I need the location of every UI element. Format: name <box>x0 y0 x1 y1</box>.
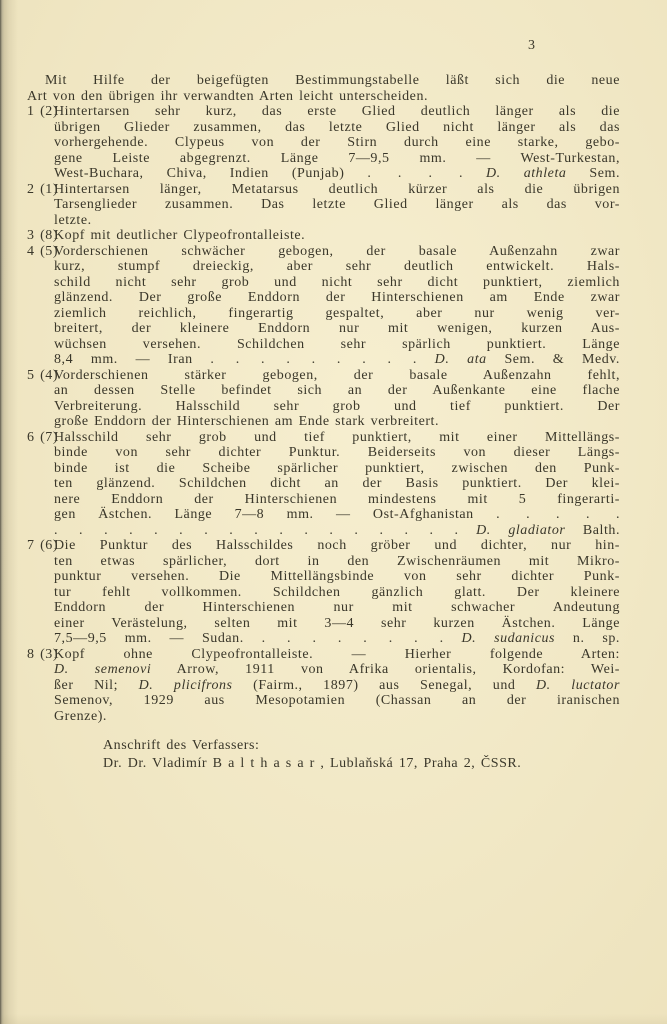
text-line <box>54 507 620 523</box>
text-run: Halsschild sehr grob und tief punktiert, mit einer Mittellängs- <box>54 429 620 445</box>
dot-leader: . . . . . . . . <box>261 631 444 646</box>
text-line <box>54 275 620 291</box>
text-run <box>417 352 435 367</box>
text-run: nere Enddorn der Hinterschienen mindestens mit 5 fingerarti- <box>54 491 620 507</box>
species-name: D. sudanicus <box>461 631 556 646</box>
item-number: 8 (3) <box>27 646 59 662</box>
text-run: Tarsenglieder zusammen. Das letzte Glied länger als das vor- <box>54 197 620 212</box>
text-run: ziemlich reichlich, fingerartig gespaltet, aber nur wenig ver- <box>54 305 620 321</box>
item-number: 2 (1) <box>27 181 59 197</box>
text-run: glänzend. Der große Enddorn der Hinterschienen am Ende zwar <box>54 290 620 305</box>
text-line <box>54 430 620 446</box>
text-line <box>54 120 620 136</box>
text-line <box>54 647 620 663</box>
page-number: 3 <box>528 38 536 53</box>
text-line <box>54 569 620 585</box>
text-line <box>27 89 620 105</box>
text-run <box>463 166 486 181</box>
text-run: Sem. & Medv. <box>486 352 620 367</box>
text-column <box>27 73 620 773</box>
text-line <box>54 104 620 120</box>
text-run: letzte. <box>54 212 92 228</box>
text-run: 7,5—9,5 mm. — Sudan. <box>54 631 262 646</box>
text-run: binde ist die Scheibe spärlicher punktiert, zwischen den Punk- <box>54 460 620 476</box>
text-line <box>54 259 620 275</box>
key-item <box>27 182 620 229</box>
item-number: 5 (4) <box>27 367 59 383</box>
text-run: gen Ästchen. Länge 7—8 mm. — Ost-Afghanistan <box>54 507 497 522</box>
species-name: D. athleta <box>486 166 567 181</box>
text-line <box>54 244 620 260</box>
item-number: 3 (8) <box>27 228 59 243</box>
text-run: (Fairm., 1897) aus Senegal, und <box>232 677 536 693</box>
text-run <box>444 631 462 646</box>
text-run: binde von sehr dichter Punktur. Beiderseits von dieser Längs- <box>54 445 620 460</box>
item-number: 4 (5) <box>27 243 59 259</box>
text-run: Verbreiterung. Halsschild sehr grob und tief punktiert. Der <box>54 398 620 414</box>
text-line <box>54 461 620 477</box>
text-line <box>54 538 620 554</box>
text-line <box>54 662 620 678</box>
key-item <box>27 244 620 368</box>
text-run: Grenze). <box>54 708 107 724</box>
item-number: 6 (7) <box>27 429 59 445</box>
text-line <box>54 383 620 399</box>
text-run: Kopf ohne Clypeofrontalleiste. — Hierher folgende Arten: <box>54 646 620 662</box>
text-run: Vorderschienen stärker gebogen, der basale Außenzahn fehlt, <box>54 367 620 383</box>
text-line <box>54 228 620 244</box>
text-line <box>54 523 620 539</box>
text-line <box>54 600 620 616</box>
text-line <box>54 631 620 647</box>
text-line <box>54 693 620 709</box>
text-run: Enddorn der Hinterschienen nur mit schwacher Andeutung <box>54 600 620 615</box>
species-name: D. gladiator <box>476 522 566 538</box>
text-run: breitert, der kleinere Enddorn nur mit wenigen, kurzen Aus- <box>54 321 620 336</box>
text-run: Semenov, 1929 aus Mesopotamien (Chassan an der iranischen <box>54 693 620 708</box>
text-run: punktur versehen. Die Mittellängsbinde von sehr dichter Punk- <box>54 569 620 584</box>
text-run: tur fehlt vollkommen. Schildchen gänzlich glatt. Der kleinere <box>54 584 620 600</box>
text-run: ten etwas spärlicher, dort in den Zwischenräumen mit Mikro- <box>54 553 620 569</box>
text-run: Hintertarsen sehr kurz, das erste Glied deutlich länger als die <box>54 104 620 119</box>
text-line <box>54 166 620 182</box>
text-run: n. sp. <box>555 631 620 646</box>
intro-paragraph <box>27 73 620 104</box>
text-run: Art von den übrigen ihr verwandten Arten leicht unterscheiden. <box>27 88 429 104</box>
text-line <box>54 445 620 461</box>
text-line <box>54 352 620 368</box>
text-line <box>54 585 620 601</box>
key-item <box>27 430 620 539</box>
key-item <box>27 538 620 647</box>
text-line <box>54 492 620 508</box>
species-name: D. semenovi <box>54 662 152 677</box>
text-line <box>54 197 620 213</box>
text-line <box>54 709 620 725</box>
text-line <box>54 554 620 570</box>
text-run: wüchsen versehen. Schildchen sehr spärlich punktiert. Länge <box>54 336 620 352</box>
dot-leader: . . . . . . . . . . . . . . . . . <box>54 522 459 538</box>
text-line <box>54 337 620 353</box>
scan-edge-shadow <box>0 0 18 1024</box>
text-run: Vorderschienen schwächer gebogen, der basale Außenzahn zwar <box>54 243 620 259</box>
text-run: Die Punktur des Halsschildes noch gröber und dichter, nur hin- <box>54 538 620 553</box>
dot-leader: . . . . . . . . . <box>210 352 417 367</box>
text-line <box>54 476 620 492</box>
text-line <box>54 678 620 694</box>
text-run: übrigen Glieder zusammen, das letzte Glied nicht länger als das <box>54 119 620 135</box>
text-line <box>54 213 620 229</box>
text-run: einer Verästelung, selten mit 3—4 sehr kurzen Ästchen. Länge <box>54 615 620 631</box>
item-number: 7 (6) <box>27 538 59 553</box>
dot-leader: . . . . . <box>496 507 620 522</box>
text-line <box>54 135 620 151</box>
author-address <box>103 737 620 773</box>
text-run: gene Leiste abgegrenzt. Länge 7—9,5 mm. — West-Turkestan, <box>54 150 620 166</box>
text-run: 8,4 mm. — Iran <box>54 352 211 367</box>
text-line <box>54 414 620 430</box>
address-label: Anschrift des Verfassers: <box>103 738 260 753</box>
text-run: Balth. <box>565 522 621 538</box>
text-line <box>54 151 620 167</box>
text-line <box>27 73 620 89</box>
text-line <box>54 182 620 198</box>
text-run: West-Buchara, Chiva, Indien (Punjab) <box>54 166 368 181</box>
item-number: 1 (2) <box>27 104 59 119</box>
text-run <box>459 523 477 538</box>
species-name: D. plicifrons <box>138 677 233 693</box>
dot-leader: . . . . <box>367 166 464 181</box>
species-name: D. ata <box>434 352 487 367</box>
text-line <box>54 290 620 306</box>
key-item <box>27 647 620 725</box>
key-item <box>27 368 620 430</box>
text-line <box>54 616 620 632</box>
text-run: große Enddorn der Hinterschienen am Ende stark verbreitert. <box>54 414 440 429</box>
scan-bottom-shade <box>0 1014 667 1024</box>
address-line: Dr. Dr. Vladimír B a l t h a s a r , Lublaňská 17, Praha 2, ČSSR. <box>103 756 522 771</box>
text-run: ten glänzend. Schildchen dicht an der Basis punktiert. Der klei- <box>54 476 620 491</box>
text-line <box>54 321 620 337</box>
text-run: Arrow, 1911 von Afrika orientalis, Kordofan: Wei- <box>151 662 620 677</box>
text-run: Kopf mit deutlicher Clypeofrontalleiste. <box>54 228 306 243</box>
text-run: Sem. <box>566 166 620 181</box>
text-line <box>54 306 620 322</box>
text-line <box>54 399 620 415</box>
text-run: an dessen Stelle befindet sich an der Außenkante eine flache <box>54 383 620 398</box>
key-item <box>27 228 620 244</box>
text-run: schild nicht sehr grob und nicht sehr dicht punktiert, ziemlich <box>54 274 620 290</box>
text-run: kurz, stumpf dreieckig, aber sehr deutlich entwickelt. Hals- <box>54 259 620 274</box>
text-run: ßer Nil; <box>54 677 139 693</box>
text-run: Hintertarsen länger, Metatarsus deutlich kürzer als die übrigen <box>54 181 620 197</box>
text-line <box>54 368 620 384</box>
text-run: Mit Hilfe der beigefügten Bestimmungstabelle läßt sich die neue <box>45 73 620 88</box>
text-run: vorhergehende. Clypeus von der Stirn durch eine starke, gebo- <box>54 135 620 150</box>
key-item <box>27 104 620 182</box>
species-name: D. luctator <box>535 677 620 693</box>
